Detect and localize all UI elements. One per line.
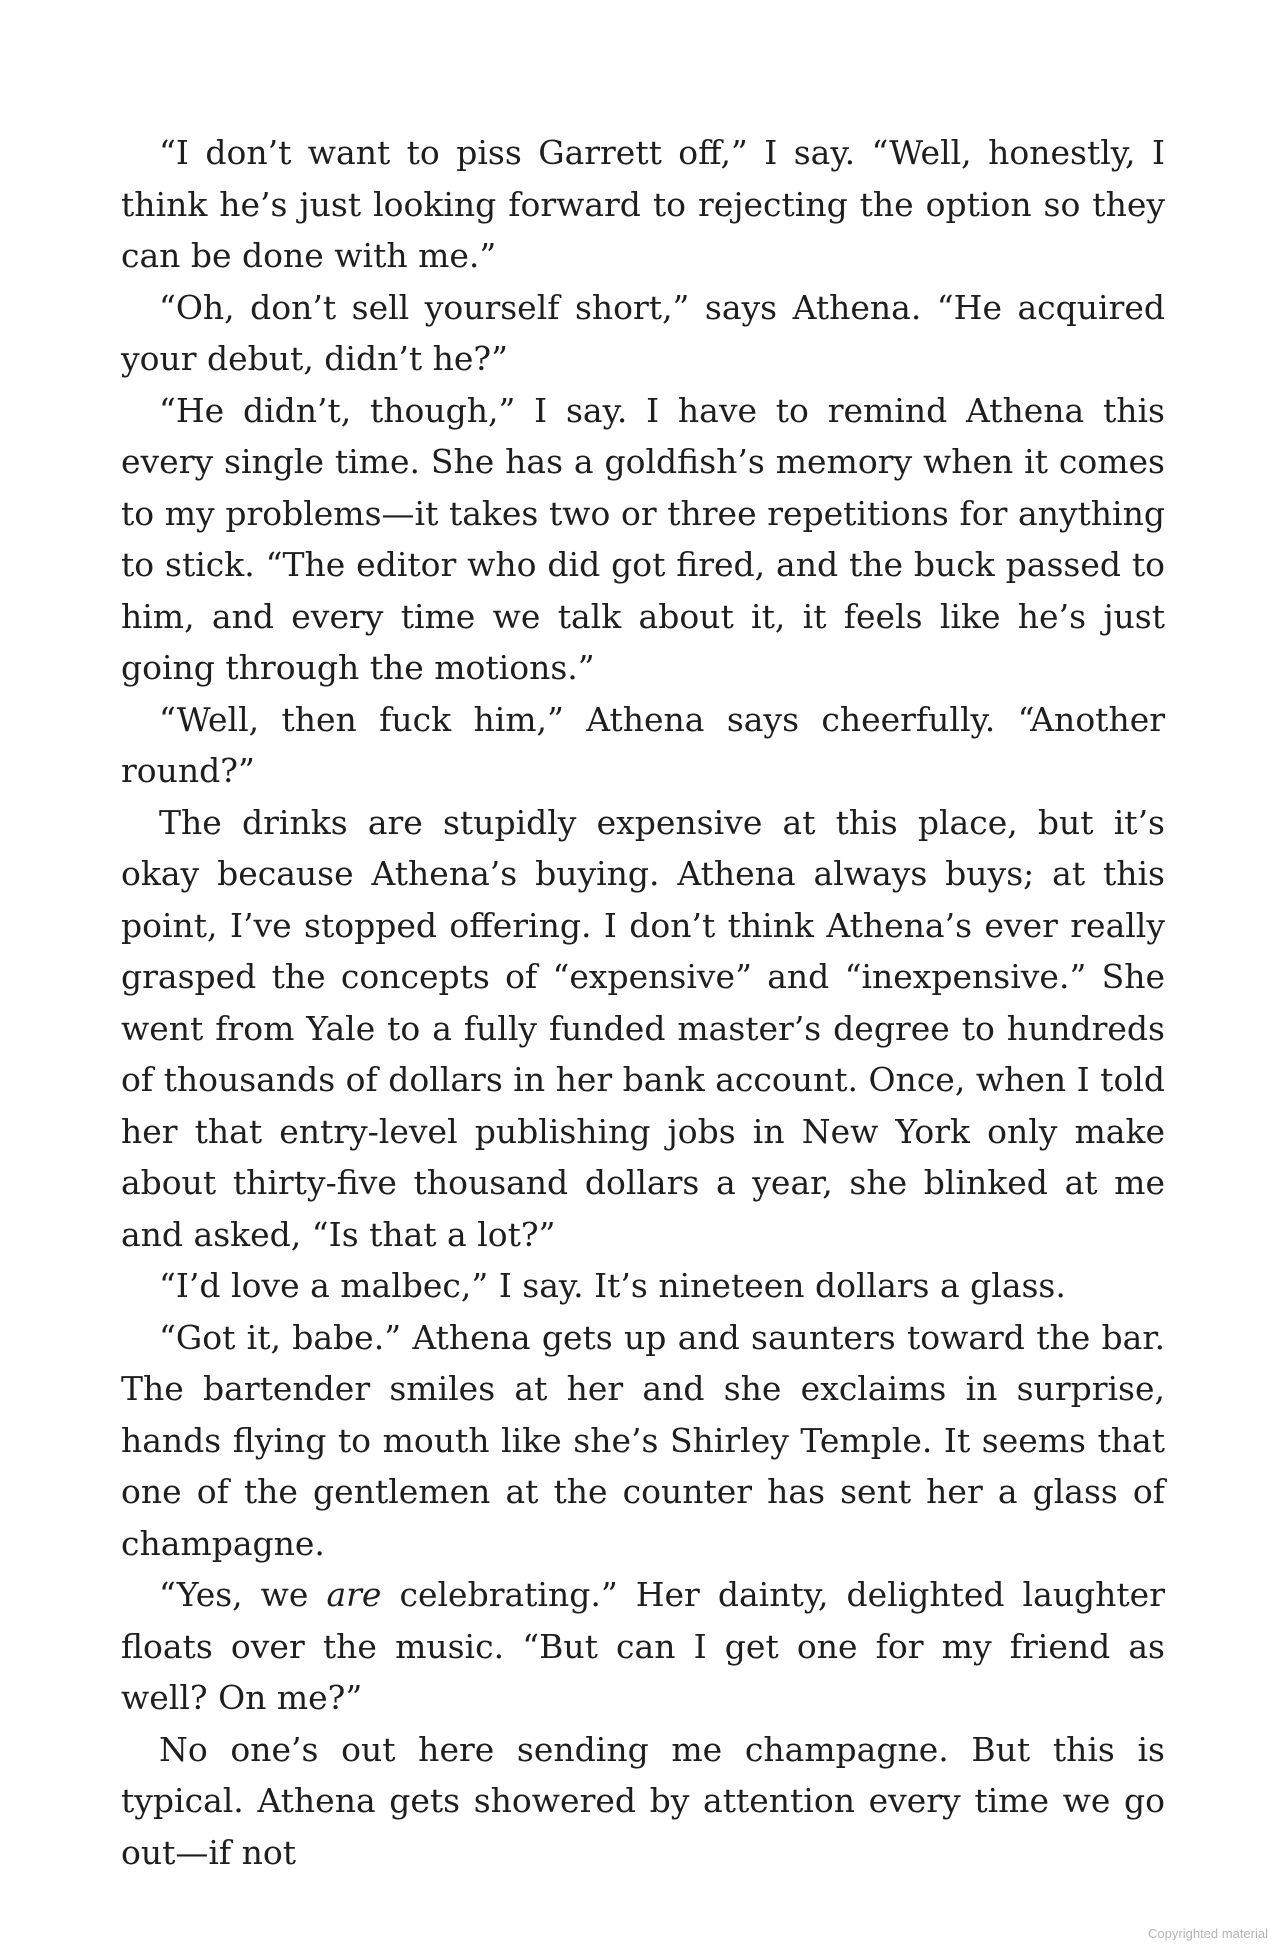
paragraph: “Got it, babe.” Athena gets up and saunters toward the bar. The bartender smiles at her and she exclaims in surprise, hands flying to mouth like she’s Shirley Temple. It seems that one of the gentlemen at the counter has sent her a glass of champagne. bbox=[121, 1317, 1165, 1563]
paragraph: “He didn’t, though,” I say. I have to remind Athena this every single time. She has a goldfish’s memory when it comes to my problems—it takes two or three repetitions for anything to stick. “The editor who did got fired, and the buck passed to him, and every time we talk about it, it feels like he’s just going through the motions.” bbox=[121, 390, 1165, 687]
paragraph bbox=[121, 1569, 1165, 1724]
paragraph: No one’s out here sending me champagne. But this is typical. Athena gets showered by attention every time we go out—if not bbox=[121, 1729, 1165, 1872]
paragraph-text: “Yes, we bbox=[159, 1575, 327, 1614]
paragraph: “Oh, don’t sell yourself short,” says Athena. “He acquired your debut, didn’t he?” bbox=[121, 287, 1165, 378]
paragraph: “I’d love a malbec,” I say. It’s nineteen dollars a glass. bbox=[159, 1266, 1066, 1305]
emphasized-word: are bbox=[326, 1575, 382, 1614]
paragraph: “Well, then fuck him,” Athena says cheerfully. “Another round?” bbox=[121, 699, 1165, 790]
copyright-watermark: Copyrighted material bbox=[1148, 1926, 1268, 1941]
paragraph: The drinks are stupidly expensive at this place, but it’s okay because Athena’s buying. Athena always buys; at this point, I’ve stopped offering. I don’t think Athena’s ever really grasped the concepts of “expensive” and “inexpensive.” She went from Yale to a fully funded master’s degree to hundreds of thousands of dollars in her bank account. Once, when I told her that entry-level publishing jobs in New York only make about thirty-five thousand dollars a year, she blinked at me and asked, “Is that a lot?” bbox=[121, 802, 1165, 1254]
paragraph: “I don’t want to piss Garrett off,” I say. “Well, honestly, I think he’s just looking forward to rejecting the option so they can be done with me.” bbox=[121, 133, 1165, 275]
book-page-text bbox=[121, 127, 1165, 1878]
paragraph-text: celebrating.” Her dainty, delighted laughter floats over the music. “But can I get one for my friend as well? On me?” bbox=[121, 1575, 1165, 1717]
